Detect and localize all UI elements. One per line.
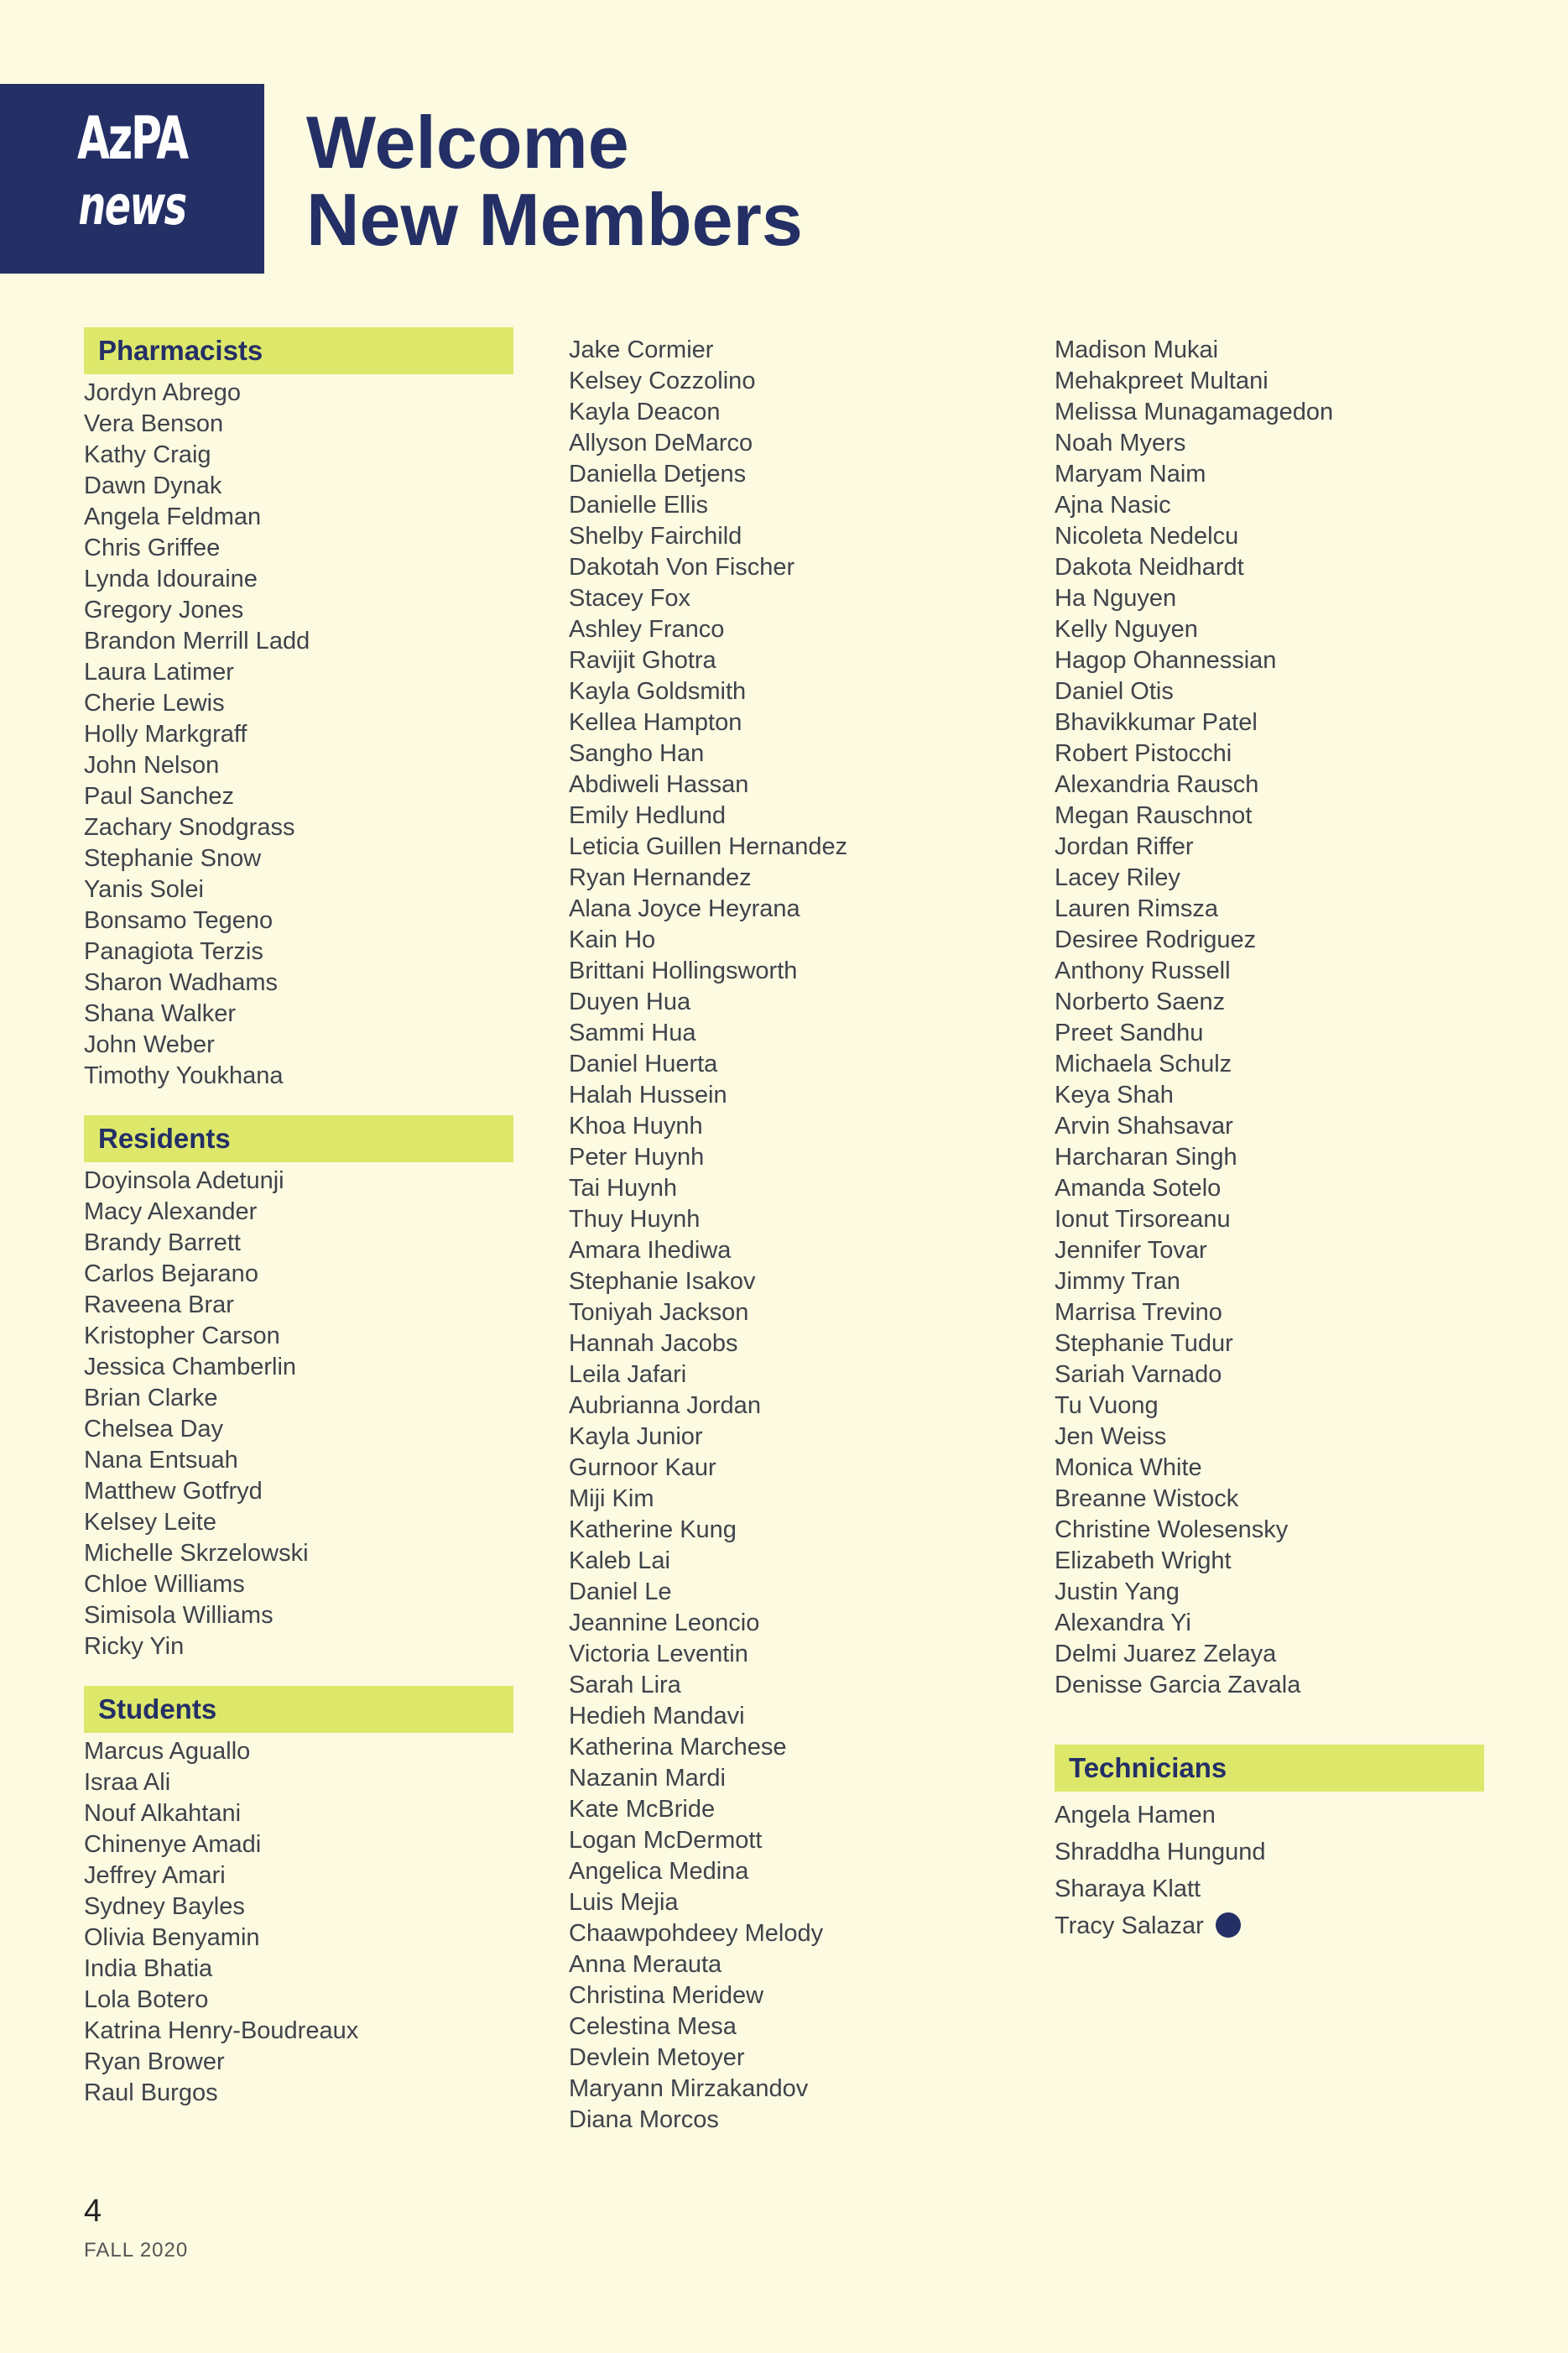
logo-line-1: AzPA — [76, 104, 188, 173]
member-name: Yanis Solei — [84, 876, 204, 903]
member-name: Sydney Bayles — [84, 1893, 245, 1920]
member-name: Gregory Jones — [84, 597, 244, 623]
member-name: Marrisa Trevino — [1055, 1299, 1222, 1326]
member-name: Jordyn Abrego — [84, 379, 242, 406]
students-list-col3 — [1055, 335, 1491, 1701]
member-name: Hannah Jacobs — [569, 1330, 738, 1357]
member-name: Daniel Otis — [1055, 678, 1174, 705]
member-name: Raul Burgos — [84, 2079, 218, 2106]
member-name: Katherine Kung — [569, 1516, 737, 1543]
member-name: Madison Mukai — [1055, 337, 1219, 363]
member-name: Anna Merauta — [569, 1951, 722, 1978]
member-name: Sarah Lira — [569, 1672, 681, 1698]
page-number: 4 — [84, 2194, 102, 2229]
member-name: Kaleb Lai — [569, 1547, 670, 1574]
member-name: Bhavikkumar Patel — [1055, 709, 1258, 736]
member-name: Kayla Goldsmith — [569, 678, 747, 705]
member-name: Chloe Williams — [84, 1571, 245, 1598]
member-name: Leila Jafari — [569, 1361, 687, 1388]
member-name: Norberto Saenz — [1055, 989, 1226, 1015]
students-list-col1 — [84, 1736, 520, 2109]
member-name: Nazanin Mardi — [569, 1765, 726, 1792]
member-name: Lacey Riley — [1055, 864, 1180, 891]
member-name: Christina Meridew — [569, 1982, 764, 2009]
member-name: Elizabeth Wright — [1055, 1547, 1232, 1574]
member-name: Ionut Tirsoreanu — [1055, 1206, 1231, 1233]
member-name: Shana Walker — [84, 1000, 237, 1027]
end-mark-dot-icon — [1216, 1912, 1241, 1938]
member-name: Kelly Nguyen — [1055, 616, 1198, 643]
member-name: Angela Feldman — [84, 503, 262, 530]
member-name: Stephanie Snow — [84, 845, 262, 872]
member-name: Bonsamo Tegeno — [84, 907, 273, 934]
member-name: Carlos Bejarano — [84, 1260, 258, 1287]
member-name: Dawn Dynak — [84, 472, 222, 499]
member-name: Aubrianna Jordan — [569, 1392, 761, 1419]
member-name: Brittani Hollingsworth — [569, 957, 798, 984]
member-name: Angela Hamen — [1055, 1802, 1216, 1829]
member-name: Sangho Han — [569, 740, 705, 767]
pharmacists-list — [84, 378, 520, 1092]
member-name: Cherie Lewis — [84, 690, 225, 717]
member-name: Macy Alexander — [84, 1198, 258, 1225]
member-name: Danielle Ellis — [569, 492, 709, 519]
member-name: Sammi Hua — [569, 1020, 696, 1046]
member-name: Nicoleta Nedelcu — [1055, 523, 1239, 550]
member-name: Holly Markgraff — [84, 721, 247, 748]
member-name: Alexandria Rausch — [1055, 771, 1259, 798]
member-name: Jen Weiss — [1055, 1423, 1167, 1450]
residents-list — [84, 1166, 520, 1662]
member-name: Stephanie Tudur — [1055, 1330, 1233, 1357]
member-name: Daniella Detjens — [569, 461, 747, 488]
member-name: Sharon Wadhams — [84, 969, 279, 996]
member-name: Jake Cormier — [569, 337, 714, 363]
member-name: Toniyah Jackson — [569, 1299, 749, 1326]
member-name: Michaela Schulz — [1055, 1051, 1232, 1077]
member-name: Shelby Fairchild — [569, 523, 742, 550]
member-name: Emily Hedlund — [569, 802, 726, 829]
member-name: Abdiweli Hassan — [569, 771, 749, 798]
member-name: Anthony Russell — [1055, 957, 1231, 984]
member-name: Shraddha Hungund — [1055, 1839, 1266, 1865]
member-name: Duyen Hua — [569, 989, 691, 1015]
member-name: Brian Clarke — [84, 1385, 218, 1411]
member-name: Monica White — [1055, 1454, 1202, 1481]
member-name: Marcus Aguallo — [84, 1738, 251, 1765]
member-name: Hagop Ohannessian — [1055, 647, 1277, 674]
member-name: Melissa Munagamagedon — [1055, 399, 1334, 425]
member-name: Katherina Marchese — [569, 1734, 787, 1761]
students-list-col2 — [569, 335, 1005, 2136]
member-name: Dakotah Von Fischer — [569, 554, 795, 581]
member-name: Leticia Guillen Hernandez — [569, 833, 848, 860]
member-name: Angelica Medina — [569, 1858, 749, 1885]
member-name: Preet Sandhu — [1055, 1020, 1204, 1046]
member-name: Chelsea Day — [84, 1416, 224, 1443]
member-name: Daniel Huerta — [569, 1051, 718, 1077]
member-name: Desiree Rodriguez — [1055, 926, 1257, 953]
member-name: Simisola Williams — [84, 1602, 273, 1629]
member-name: Keya Shah — [1055, 1082, 1174, 1109]
member-name: Vera Benson — [84, 410, 224, 437]
member-name: Christine Wolesensky — [1055, 1516, 1289, 1543]
member-name: Daniel Le — [569, 1578, 672, 1605]
member-name: Tracy Salazar — [1055, 1907, 1491, 1944]
member-name: Logan McDermott — [569, 1827, 763, 1854]
member-name: Gurnoor Kaur — [569, 1454, 716, 1481]
column-2 — [569, 335, 1005, 2136]
member-name: Nouf Alkahtani — [84, 1800, 242, 1827]
title-line-1: Welcome — [306, 101, 629, 184]
member-name: Panagiota Terzis — [84, 938, 263, 965]
member-name: Kayla Junior — [569, 1423, 703, 1450]
member-name: Khoa Huynh — [569, 1113, 703, 1140]
azpa-news-logo — [0, 84, 264, 274]
member-name: Delmi Juarez Zelaya — [1055, 1641, 1277, 1667]
member-name: Ashley Franco — [569, 616, 725, 643]
member-name: Nana Entsuah — [84, 1447, 238, 1474]
member-name: Laura Latimer — [84, 659, 234, 686]
member-name: Amanda Sotelo — [1055, 1175, 1222, 1202]
member-name: Jimmy Tran — [1055, 1268, 1180, 1295]
member-name: Miji Kim — [569, 1485, 654, 1512]
member-name: Ravijit Ghotra — [569, 647, 716, 674]
member-name: Tai Huynh — [569, 1175, 677, 1202]
member-name: Kristopher Carson — [84, 1323, 280, 1349]
member-name: Allyson DeMarco — [569, 430, 753, 457]
member-name: Ryan Brower — [84, 2048, 225, 2075]
member-name: Lauren Rimsza — [1055, 895, 1219, 922]
member-name: Kayla Deacon — [569, 399, 721, 425]
member-name: Israa Ali — [84, 1769, 171, 1796]
section-heading-pharmacists: Pharmacists — [84, 327, 513, 374]
member-name: Stephanie Isakov — [569, 1268, 756, 1295]
member-name: Lola Botero — [84, 1986, 209, 2013]
section-heading-technicians: Technicians — [1055, 1745, 1484, 1792]
member-name: Devlein Metoyer — [569, 2044, 745, 2071]
member-name: Kathy Craig — [84, 441, 211, 468]
member-name: Alexandra Yi — [1055, 1610, 1191, 1636]
member-name: Celestina Mesa — [569, 2013, 737, 2040]
column-1 — [84, 327, 520, 2109]
member-name: Hedieh Mandavi — [569, 1703, 745, 1730]
member-name: Maryam Naim — [1055, 461, 1206, 488]
member-name: Sharaya Klatt — [1055, 1876, 1201, 1902]
member-name: Kain Ho — [569, 926, 656, 953]
member-name: Raveena Brar — [84, 1291, 234, 1318]
member-name: Katrina Henry-Boudreaux — [84, 2017, 359, 2044]
member-name: Paul Sanchez — [84, 783, 234, 810]
member-name: Lynda Idouraine — [84, 566, 258, 592]
member-name: Thuy Huynh — [569, 1206, 701, 1233]
member-name: Matthew Gotfryd — [84, 1478, 263, 1505]
member-name: Ajna Nasic — [1055, 492, 1171, 519]
member-name: Michelle Skrzelowski — [84, 1540, 309, 1567]
member-name: Stacey Fox — [569, 585, 691, 612]
member-name: Jordan Riffer — [1055, 833, 1194, 860]
member-name: Victoria Leventin — [569, 1641, 748, 1667]
member-name: Chaawpohdeey Melody — [569, 1920, 824, 1947]
member-name: Ricky Yin — [84, 1633, 185, 1660]
member-name: Kelsey Leite — [84, 1509, 216, 1536]
member-name: Breanne Wistock — [1055, 1485, 1239, 1512]
member-name: Arvin Shahsavar — [1055, 1113, 1233, 1140]
member-name: Maryann Mirzakandov — [569, 2075, 809, 2102]
member-name: Harcharan Singh — [1055, 1144, 1237, 1171]
member-name: Mehakpreet Multani — [1055, 368, 1268, 394]
member-name: Jennifer Tovar — [1055, 1237, 1207, 1264]
title-line-2: New Members — [306, 178, 803, 261]
member-name: Jeffrey Amari — [84, 1862, 226, 1889]
member-name: Kelsey Cozzolino — [569, 368, 756, 394]
member-name: Jeannine Leoncio — [569, 1610, 760, 1636]
member-name: Halah Hussein — [569, 1082, 727, 1109]
member-name: Doyinsola Adetunji — [84, 1167, 284, 1194]
member-name: Alana Joyce Heyrana — [569, 895, 800, 922]
member-name: Justin Yang — [1055, 1578, 1180, 1605]
member-name: Olivia Benyamin — [84, 1924, 260, 1951]
member-name: Dakota Neidhardt — [1055, 554, 1244, 581]
logo-line-2: news — [78, 175, 186, 237]
member-name: Zachary Snodgrass — [84, 814, 295, 841]
member-name: Timothy Youkhana — [84, 1062, 284, 1089]
member-name: John Weber — [84, 1031, 215, 1058]
member-name: Ha Nguyen — [1055, 585, 1177, 612]
member-name: Peter Huynh — [569, 1144, 705, 1171]
member-name: Robert Pistocchi — [1055, 740, 1232, 767]
page-title — [306, 101, 803, 261]
member-name: Diana Morcos — [569, 2106, 719, 2133]
member-name: Luis Mejia — [569, 1889, 679, 1916]
section-heading-residents: Residents — [84, 1115, 513, 1162]
member-name: John Nelson — [84, 752, 220, 779]
member-name: Brandy Barrett — [84, 1229, 241, 1256]
member-name: Amara Ihediwa — [569, 1237, 732, 1264]
member-name: Jessica Chamberlin — [84, 1354, 297, 1380]
member-name: Kate McBride — [569, 1796, 716, 1823]
member-name: Tu Vuong — [1055, 1392, 1159, 1419]
member-name: Kellea Hampton — [569, 709, 742, 736]
section-heading-students: Students — [84, 1686, 513, 1733]
member-name: Chris Griffee — [84, 535, 221, 561]
member-name: Sariah Varnado — [1055, 1361, 1222, 1388]
column-3 — [1055, 335, 1491, 1944]
member-name: Brandon Merrill Ladd — [84, 628, 310, 655]
member-name: Megan Rauschnot — [1055, 802, 1253, 829]
member-name: Ryan Hernandez — [569, 864, 752, 891]
issue-label: FALL 2020 — [84, 2239, 189, 2262]
member-name: Denisse Garcia Zavala — [1055, 1672, 1301, 1698]
member-name: Noah Myers — [1055, 430, 1186, 457]
member-name: Chinenye Amadi — [84, 1831, 262, 1858]
technicians-list — [1055, 1797, 1491, 1944]
member-name: India Bhatia — [84, 1955, 213, 1982]
